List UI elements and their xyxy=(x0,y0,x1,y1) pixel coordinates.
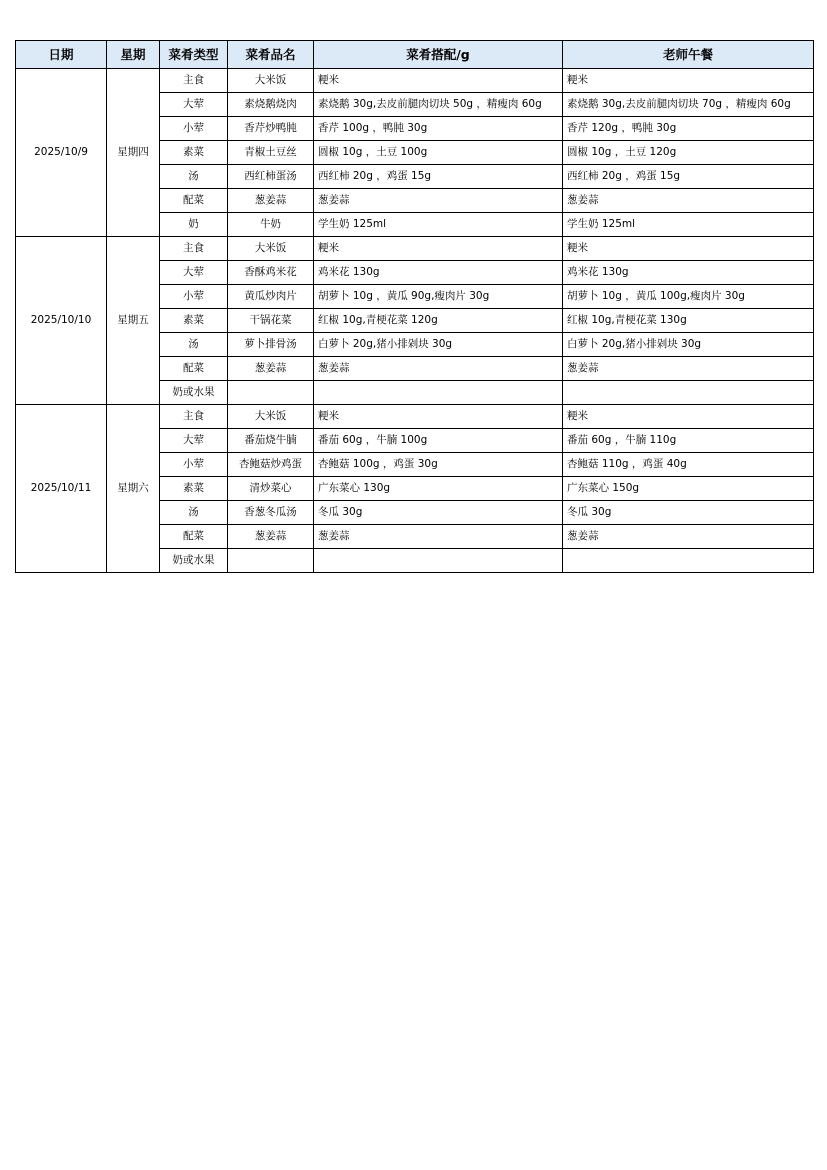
teacher-lunch-cell: 素烧鹅 30g,去皮前腿肉切块 70g ，精瘦肉 60g xyxy=(563,93,814,117)
dish-name-cell: 干锅花菜 xyxy=(228,309,314,333)
header-ingredients: 菜肴搭配/g xyxy=(314,41,563,69)
ingredients-cell: 粳米 xyxy=(314,405,563,429)
dish-type-cell: 奶或水果 xyxy=(160,549,228,573)
weekday-cell: 星期四 xyxy=(107,69,160,237)
teacher-lunch-cell xyxy=(563,381,814,405)
ingredients-cell: 红椒 10g,青梗花菜 120g xyxy=(314,309,563,333)
dish-name-cell: 香酥鸡米花 xyxy=(228,261,314,285)
table-row xyxy=(16,69,814,93)
dish-type-cell: 小荤 xyxy=(160,285,228,309)
dish-type-cell: 素菜 xyxy=(160,141,228,165)
dish-type-cell: 主食 xyxy=(160,405,228,429)
header-dish-name: 菜肴品名 xyxy=(228,41,314,69)
dish-type-cell: 主食 xyxy=(160,237,228,261)
teacher-lunch-cell: 葱姜蒜 xyxy=(563,357,814,381)
dish-type-cell: 小荤 xyxy=(160,117,228,141)
dish-name-cell: 青椒土豆丝 xyxy=(228,141,314,165)
ingredients-cell: 白萝卜 20g,猪小排剁块 30g xyxy=(314,333,563,357)
ingredients-cell: 圆椒 10g ，土豆 100g xyxy=(314,141,563,165)
teacher-lunch-cell: 红椒 10g,青梗花菜 130g xyxy=(563,309,814,333)
teacher-lunch-cell xyxy=(563,549,814,573)
menu-body xyxy=(16,69,814,573)
dish-name-cell: 大米饭 xyxy=(228,69,314,93)
teacher-lunch-cell: 胡萝卜 10g ，黄瓜 100g,瘦肉片 30g xyxy=(563,285,814,309)
header-row xyxy=(16,41,814,69)
dish-type-cell: 汤 xyxy=(160,165,228,189)
dish-type-cell: 素菜 xyxy=(160,309,228,333)
table-row xyxy=(16,237,814,261)
dish-name-cell: 香芹炒鸭肫 xyxy=(228,117,314,141)
dish-name-cell: 葱姜蒜 xyxy=(228,189,314,213)
dish-name-cell: 牛奶 xyxy=(228,213,314,237)
teacher-lunch-cell: 白萝卜 20g,猪小排剁块 30g xyxy=(563,333,814,357)
ingredients-cell: 香芹 100g ，鸭肫 30g xyxy=(314,117,563,141)
ingredients-cell: 葱姜蒜 xyxy=(314,525,563,549)
dish-name-cell xyxy=(228,381,314,405)
menu-page xyxy=(15,40,813,573)
dish-type-cell: 大荤 xyxy=(160,429,228,453)
dish-name-cell: 西红柿蛋汤 xyxy=(228,165,314,189)
teacher-lunch-cell: 圆椒 10g ，土豆 120g xyxy=(563,141,814,165)
dish-type-cell: 大荤 xyxy=(160,261,228,285)
dish-name-cell: 清炒菜心 xyxy=(228,477,314,501)
teacher-lunch-cell: 广东菜心 150g xyxy=(563,477,814,501)
dish-name-cell: 素烧鹅烧肉 xyxy=(228,93,314,117)
teacher-lunch-cell: 粳米 xyxy=(563,69,814,93)
dish-type-cell: 汤 xyxy=(160,501,228,525)
dish-name-cell: 葱姜蒜 xyxy=(228,357,314,381)
dish-type-cell: 小荤 xyxy=(160,453,228,477)
teacher-lunch-cell: 粳米 xyxy=(563,405,814,429)
date-cell: 2025/10/11 xyxy=(16,405,107,573)
ingredients-cell: 学生奶 125ml xyxy=(314,213,563,237)
dish-type-cell: 奶 xyxy=(160,213,228,237)
dish-type-cell: 大荤 xyxy=(160,93,228,117)
teacher-lunch-cell: 杏鲍菇 110g ，鸡蛋 40g xyxy=(563,453,814,477)
teacher-lunch-cell: 番茄 60g ，牛腩 110g xyxy=(563,429,814,453)
date-cell: 2025/10/10 xyxy=(16,237,107,405)
dish-type-cell: 配菜 xyxy=(160,357,228,381)
dish-name-cell: 大米饭 xyxy=(228,405,314,429)
dish-type-cell: 主食 xyxy=(160,69,228,93)
teacher-lunch-cell: 西红柿 20g ，鸡蛋 15g xyxy=(563,165,814,189)
ingredients-cell: 番茄 60g ，牛腩 100g xyxy=(314,429,563,453)
ingredients-cell xyxy=(314,381,563,405)
table-row xyxy=(16,405,814,429)
teacher-lunch-cell: 鸡米花 130g xyxy=(563,261,814,285)
ingredients-cell: 葱姜蒜 xyxy=(314,189,563,213)
header-dish-type: 菜肴类型 xyxy=(160,41,228,69)
header-teacher-lunch: 老师午餐 xyxy=(563,41,814,69)
ingredients-cell: 素烧鹅 30g,去皮前腿肉切块 50g ，精瘦肉 60g xyxy=(314,93,563,117)
dish-name-cell: 萝卜排骨汤 xyxy=(228,333,314,357)
teacher-lunch-cell: 冬瓜 30g xyxy=(563,501,814,525)
teacher-lunch-cell: 香芹 120g ，鸭肫 30g xyxy=(563,117,814,141)
dish-type-cell: 素菜 xyxy=(160,477,228,501)
teacher-lunch-cell: 葱姜蒜 xyxy=(563,189,814,213)
teacher-lunch-cell: 学生奶 125ml xyxy=(563,213,814,237)
ingredients-cell: 冬瓜 30g xyxy=(314,501,563,525)
dish-name-cell: 大米饭 xyxy=(228,237,314,261)
weekday-cell: 星期五 xyxy=(107,237,160,405)
date-cell: 2025/10/9 xyxy=(16,69,107,237)
dish-type-cell: 汤 xyxy=(160,333,228,357)
weekday-cell: 星期六 xyxy=(107,405,160,573)
ingredients-cell: 粳米 xyxy=(314,69,563,93)
dish-name-cell: 黄瓜炒肉片 xyxy=(228,285,314,309)
teacher-lunch-cell: 葱姜蒜 xyxy=(563,525,814,549)
menu-table xyxy=(15,40,814,573)
dish-name-cell: 香葱冬瓜汤 xyxy=(228,501,314,525)
ingredients-cell: 广东菜心 130g xyxy=(314,477,563,501)
teacher-lunch-cell: 粳米 xyxy=(563,237,814,261)
header-weekday: 星期 xyxy=(107,41,160,69)
ingredients-cell: 杏鲍菇 100g ，鸡蛋 30g xyxy=(314,453,563,477)
ingredients-cell: 粳米 xyxy=(314,237,563,261)
ingredients-cell xyxy=(314,549,563,573)
dish-type-cell: 奶或水果 xyxy=(160,381,228,405)
ingredients-cell: 西红柿 20g ，鸡蛋 15g xyxy=(314,165,563,189)
dish-type-cell: 配菜 xyxy=(160,525,228,549)
dish-name-cell: 葱姜蒜 xyxy=(228,525,314,549)
header-date: 日期 xyxy=(16,41,107,69)
dish-name-cell xyxy=(228,549,314,573)
dish-type-cell: 配菜 xyxy=(160,189,228,213)
ingredients-cell: 葱姜蒜 xyxy=(314,357,563,381)
dish-name-cell: 杏鲍菇炒鸡蛋 xyxy=(228,453,314,477)
dish-name-cell: 番茄烧牛腩 xyxy=(228,429,314,453)
ingredients-cell: 胡萝卜 10g ，黄瓜 90g,瘦肉片 30g xyxy=(314,285,563,309)
ingredients-cell: 鸡米花 130g xyxy=(314,261,563,285)
